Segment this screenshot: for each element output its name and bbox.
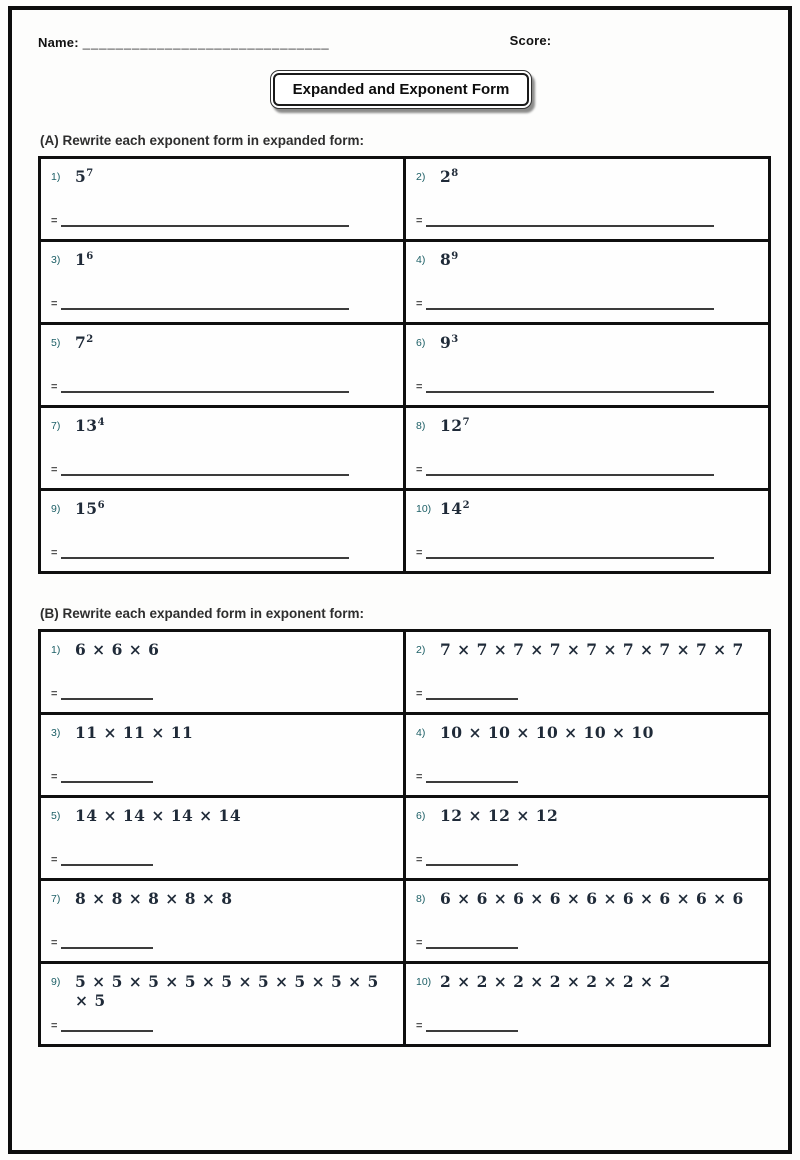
name-label: Name: [38,35,79,50]
problem-number: 8) [416,420,426,432]
answer-blank[interactable] [61,852,153,866]
problem-number: 10) [416,503,432,515]
problem-cell-b1 [41,632,403,712]
equals-sign: = [51,464,58,476]
exponent-expression: $12^7$ [440,416,470,435]
exponent-expression: $8^9$ [440,250,459,269]
exponent: 4 [97,417,105,428]
problem-number: 8) [416,893,426,905]
equals-sign: = [51,298,58,310]
exponent: 6 [86,251,94,262]
title-area [38,70,764,109]
answer-blank[interactable] [426,852,518,866]
expanded-expression: 7 × 7 × 7 × 7 × 7 × 7 × 7 × 7 × 7 [440,640,744,659]
equals-sign: = [416,298,423,310]
problem-number: 4) [416,254,426,266]
answer-blank[interactable] [426,462,714,476]
equals-sign: = [416,464,423,476]
equals-sign: = [51,547,58,559]
problem-number: 10) [416,976,432,988]
problem-number: 7) [51,893,61,905]
page-border-frame [8,6,792,1154]
exponent-expression: $13^4$ [75,416,105,435]
equals-sign: = [416,1020,423,1032]
expanded-expression: 10 × 10 × 10 × 10 × 10 [440,723,654,742]
exponent: 9 [451,251,459,262]
problem-cell-a9 [41,491,403,571]
page-title: Expanded and Exponent Form [273,73,530,106]
answer-blank[interactable] [61,379,349,393]
name-blank-line[interactable]: ______________________________ [82,35,330,50]
problem-cell-b6 [406,798,768,878]
problem-number: 5) [51,810,61,822]
problem-cell-a2 [406,159,768,239]
problem-cell-b7 [41,881,403,961]
exponent: 8 [451,168,459,179]
exponent-expression: $5^7$ [75,167,94,186]
equals-sign: = [51,1020,58,1032]
equals-sign: = [51,771,58,783]
equals-sign: = [51,937,58,949]
answer-blank[interactable] [426,213,714,227]
equals-sign: = [416,547,423,559]
problem-number: 5) [51,337,61,349]
problem-number: 3) [51,727,61,739]
answer-blank[interactable] [61,213,349,227]
problem-cell-a1 [41,159,403,239]
expanded-expression: 6 × 6 × 6 × 6 × 6 × 6 × 6 × 6 × 6 [440,889,744,908]
problem-number: 6) [416,810,426,822]
section-a-instruction: (A) Rewrite each exponent form in expanded form: [40,133,365,148]
problem-cell-b10 [406,964,768,1044]
expanded-expression: 14 × 14 × 14 × 14 [75,806,242,825]
answer-blank[interactable] [426,1018,518,1032]
section-b-table [38,629,771,1047]
problem-cell-a8 [406,408,768,488]
problem-cell-a10 [406,491,768,571]
equals-sign: = [416,771,423,783]
problem-number: 3) [51,254,61,266]
equals-sign: = [51,215,58,227]
expanded-expression: 12 × 12 × 12 [440,806,559,825]
equals-sign: = [416,854,423,866]
problem-number: 4) [416,727,426,739]
equals-sign: = [51,381,58,393]
equals-sign: = [416,215,423,227]
expanded-expression: 5 × 5 × 5 × 5 × 5 × 5 × 5 × 5 × 5 × 5 [75,972,379,1010]
expanded-expression: 2 × 2 × 2 × 2 × 2 × 2 × 2 [440,972,671,991]
equals-sign: = [416,937,423,949]
exponent-expression: $9^3$ [440,333,459,352]
problem-cell-b8 [406,881,768,961]
answer-blank[interactable] [61,935,153,949]
problem-cell-b4 [406,715,768,795]
answer-blank[interactable] [426,935,518,949]
section-a-table [38,156,771,574]
problem-cell-a6 [406,325,768,405]
section-b-instruction: (B) Rewrite each expanded form in exponent form: [40,606,365,621]
problem-number: 9) [51,503,61,515]
equals-sign: = [51,854,58,866]
exponent-expression: $14^2$ [440,499,470,518]
equals-sign: = [416,688,423,700]
title-box [270,70,533,109]
exponent-expression: $1^6$ [75,250,94,269]
problem-cell-b9 [41,964,403,1044]
problem-cell-b2 [406,632,768,712]
answer-blank[interactable] [426,379,714,393]
answer-blank[interactable] [61,686,153,700]
expanded-expression: 6 × 6 × 6 [75,640,160,659]
answer-blank[interactable] [61,296,349,310]
problem-number: 9) [51,976,61,988]
exponent: 7 [462,417,470,428]
exponent-expression: $2^8$ [440,167,459,186]
exponent: 7 [86,168,94,179]
exponent-expression: $7^2$ [75,333,94,352]
problem-number: 2) [416,644,426,656]
problem-number: 7) [51,420,61,432]
answer-blank[interactable] [61,1018,153,1032]
problem-cell-b3 [41,715,403,795]
expanded-expression: 8 × 8 × 8 × 8 × 8 [75,889,233,908]
expanded-expression: 11 × 11 × 11 [75,723,194,742]
problem-number: 1) [51,644,61,656]
answer-blank[interactable] [61,545,349,559]
problem-cell-a7 [41,408,403,488]
exponent: 3 [451,334,459,345]
problem-cell-a5 [41,325,403,405]
header [38,32,764,50]
exponent: 2 [462,500,470,511]
exponent: 2 [86,334,94,345]
answer-blank[interactable] [426,296,714,310]
problem-cell-b5 [41,798,403,878]
problem-number: 1) [51,171,61,183]
score-label: Score: [509,33,552,48]
answer-blank[interactable] [61,462,349,476]
answer-blank[interactable] [61,769,153,783]
answer-blank[interactable] [426,686,518,700]
problem-number: 6) [416,337,426,349]
problem-cell-a4 [406,242,768,322]
answer-blank[interactable] [426,769,518,783]
answer-blank[interactable] [426,545,714,559]
exponent-expression: $15^6$ [75,499,105,518]
equals-sign: = [51,688,58,700]
equals-sign: = [416,381,423,393]
problem-cell-a3 [41,242,403,322]
exponent: 6 [97,500,105,511]
problem-number: 2) [416,171,426,183]
